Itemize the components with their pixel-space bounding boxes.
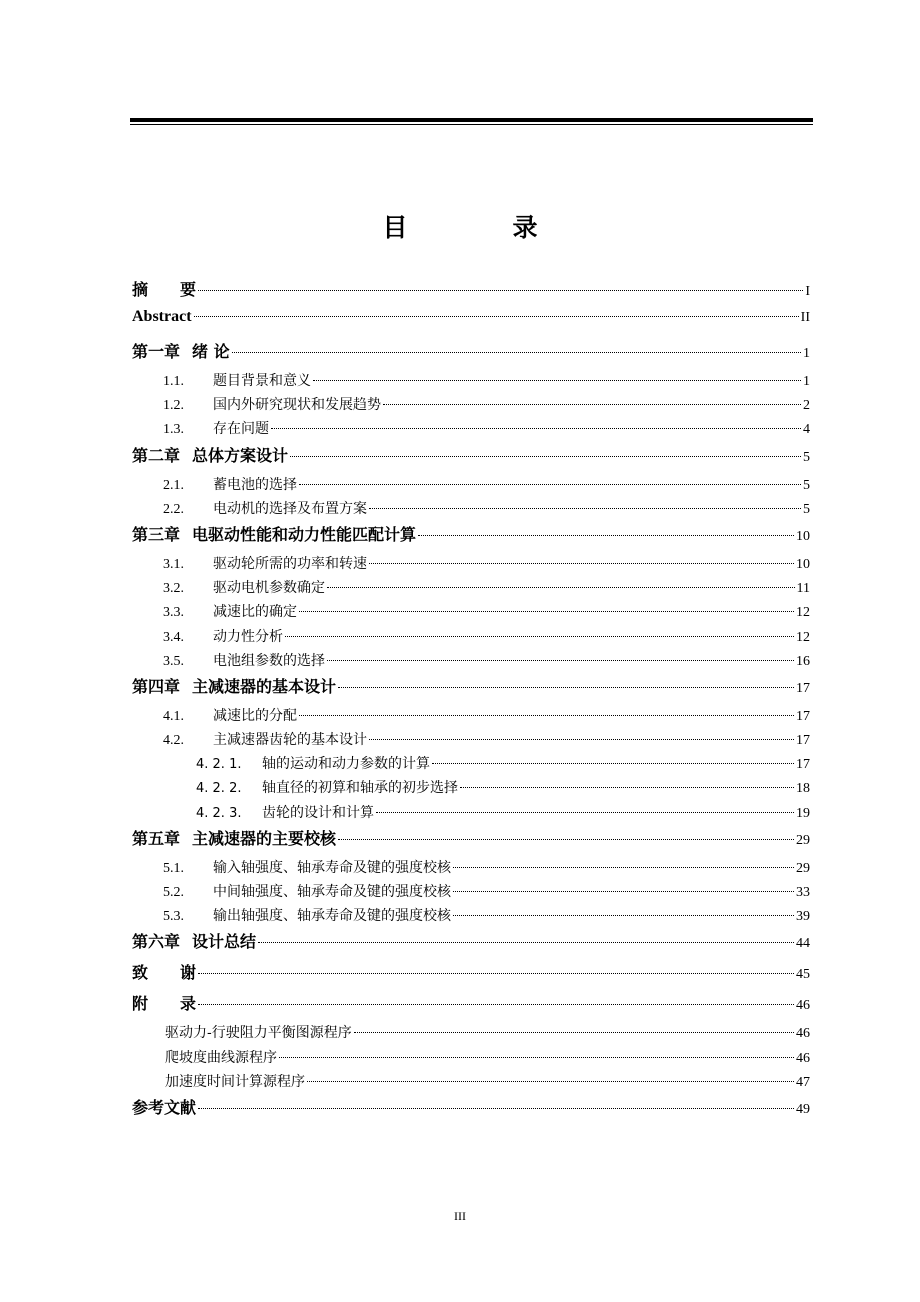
leader-dots: [194, 316, 799, 317]
toc-entry-chapter-3[interactable]: [132, 522, 810, 553]
toc-entry-label: 齿轮的设计和计算: [262, 804, 374, 821]
toc-entry-page: 45: [796, 967, 810, 983]
leader-dots: [313, 380, 801, 381]
toc-entry-label: Abstract: [132, 308, 192, 325]
toc-entry-page: 17: [796, 757, 810, 773]
toc-entry-page: 12: [796, 629, 810, 645]
toc-entry-page: 49: [796, 1101, 810, 1117]
toc-entry-label: 附 录: [132, 994, 197, 1014]
toc-entry-appendix-item[interactable]: [132, 1071, 810, 1095]
leader-dots: [299, 611, 794, 612]
toc-entry-label: 主减速器的基本设计: [192, 676, 337, 696]
page-title: 目 录: [382, 213, 578, 242]
toc-entry-section[interactable]: [132, 881, 810, 905]
leader-dots: [460, 787, 794, 788]
toc-entry-page: II: [800, 310, 810, 325]
leader-dots: [290, 456, 801, 457]
toc-entry-page: 1: [803, 374, 810, 389]
toc-entry-page: 11: [796, 581, 810, 597]
toc-entry-number: 1.2.: [163, 398, 184, 414]
toc-entry-page: 18: [796, 781, 810, 797]
leader-dots: [432, 763, 794, 764]
toc-entry-subsection[interactable]: [132, 802, 810, 826]
toc-entry-section[interactable]: [132, 626, 810, 650]
toc-entry-page: 1: [803, 346, 810, 361]
leader-dots: [383, 404, 801, 405]
toc-entry-page: 5: [803, 477, 810, 493]
leader-dots: [232, 352, 801, 353]
toc-entry-appendix-item[interactable]: [132, 1022, 810, 1046]
toc-entry-label: 中间轴强度、轴承寿命及键的强度校核: [213, 884, 451, 900]
leader-dots: [258, 942, 794, 943]
toc-entry-section[interactable]: [132, 498, 810, 522]
leader-dots: [453, 867, 794, 868]
leader-dots: [279, 1057, 794, 1058]
toc-entry-references[interactable]: [132, 1095, 810, 1126]
toc-entry-label: 摘 要: [132, 280, 197, 299]
leader-dots: [418, 535, 794, 536]
toc-entry-page: 44: [796, 936, 810, 952]
leader-dots: [285, 636, 794, 637]
toc-entry-label: 减速比的分配: [213, 707, 297, 724]
toc-entry-label: 参考文献: [132, 1097, 197, 1117]
toc-entry-page: 46: [796, 1050, 810, 1066]
toc-entry-section[interactable]: [132, 418, 810, 442]
toc-entry-acknowledgements[interactable]: [132, 960, 810, 991]
header-rule-thin: [130, 124, 813, 125]
toc-entry-label: 输入轴强度、轴承寿命及键的强度校核: [213, 859, 451, 876]
toc-entry-number: 4. 2. 1.: [196, 757, 242, 773]
toc-entry-number: 2.2.: [163, 501, 184, 517]
toc-entry-subsection[interactable]: [132, 777, 810, 801]
toc-entry-section[interactable]: [132, 705, 810, 729]
toc-entry-page: 17: [796, 708, 810, 724]
toc-entry-page: 4: [803, 422, 810, 438]
leader-dots: [369, 508, 801, 509]
leader-dots: [453, 915, 794, 916]
toc-entry-page: 39: [796, 909, 810, 925]
toc-entry-number: 第一章: [132, 342, 181, 361]
table-of-contents: [132, 277, 810, 1126]
toc-entry-page: 2: [803, 398, 810, 414]
leader-dots: [369, 563, 794, 564]
toc-entry-page: 17: [796, 680, 810, 696]
toc-entry-section[interactable]: [132, 394, 810, 418]
toc-entry-label: 动力性分析: [213, 628, 283, 645]
toc-entry-label: 蓄电池的选择: [213, 476, 297, 493]
toc-entry-label: 主减速器的主要校核: [192, 828, 337, 848]
toc-entry-label: 加速度时间计算源程序: [165, 1073, 305, 1090]
toc-entry-label: 主减速器齿轮的基本设计: [213, 732, 367, 749]
leader-dots: [307, 1081, 794, 1082]
toc-entry-number: 第四章: [132, 676, 181, 696]
toc-entry-label: 国内外研究现状和发展趋势: [213, 397, 381, 414]
toc-entry-page: 29: [796, 860, 810, 876]
toc-entry-page: 17: [796, 733, 810, 749]
toc-entry-label: 总体方案设计: [192, 445, 289, 465]
leader-dots: [369, 739, 794, 740]
toc-entry-section[interactable]: [132, 474, 810, 498]
toc-entry-number: 第三章: [132, 524, 181, 544]
toc-entry-label: 驱动电机参数确定: [213, 580, 325, 597]
toc-entry-section[interactable]: [132, 553, 810, 577]
toc-entry-section[interactable]: [132, 370, 810, 394]
leader-dots: [327, 660, 794, 661]
toc-entry-number: 1.1.: [163, 374, 184, 389]
toc-entry-label: 减速比的确定: [213, 604, 297, 621]
toc-entry-abstract-en[interactable]: [132, 308, 810, 339]
leader-dots: [354, 1032, 794, 1033]
toc-entry-section[interactable]: [132, 857, 810, 881]
toc-entry-number: 第五章: [132, 828, 181, 848]
toc-entry-number: 4.2.: [163, 733, 184, 749]
toc-entry-chapter-5[interactable]: [132, 826, 810, 857]
toc-entry-page: 46: [796, 998, 810, 1014]
leader-dots: [376, 812, 794, 813]
leader-dots: [338, 839, 794, 840]
toc-entry-label: 输出轴强度、轴承寿命及键的强度校核: [213, 908, 451, 925]
toc-entry-page: 10: [796, 528, 810, 544]
toc-entry-label: 驱动轮所需的功率和转速: [213, 555, 367, 572]
toc-entry-number: 第二章: [132, 445, 181, 465]
leader-dots: [198, 1004, 794, 1005]
toc-entry-label: 爬坡度曲线源程序: [165, 1049, 277, 1066]
toc-entry-label: 存在问题: [213, 421, 269, 438]
toc-entry-number: 5.3.: [163, 909, 184, 925]
header-rule-thick: [130, 118, 813, 122]
toc-entry-label: 电驱动性能和动力性能匹配计算: [192, 524, 417, 544]
toc-entry-page: 19: [796, 805, 810, 821]
toc-entry-chapter-6[interactable]: [132, 929, 810, 960]
toc-entry-number: 3.4.: [163, 629, 184, 645]
toc-entry-number: 4. 2. 3.: [196, 805, 242, 821]
toc-entry-number: 2.1.: [163, 477, 184, 493]
leader-dots: [453, 891, 794, 892]
toc-entry-number: 第六章: [132, 932, 181, 952]
toc-entry-chapter-1[interactable]: [132, 339, 810, 370]
toc-entry-label: 轴的运动和动力参数的计算: [262, 756, 430, 773]
toc-entry-appendix[interactable]: [132, 991, 810, 1022]
toc-entry-label: 设计总结: [192, 932, 257, 952]
toc-entry-number: 3.5.: [163, 653, 184, 669]
toc-entry-number: 3.3.: [163, 605, 184, 621]
toc-entry-section[interactable]: [132, 650, 810, 674]
toc-entry-number: 3.2.: [163, 581, 184, 597]
toc-entry-number: 4.1.: [163, 708, 184, 724]
leader-dots: [198, 1108, 794, 1109]
toc-entry-page: 16: [796, 653, 810, 669]
toc-entry-subsection[interactable]: [132, 753, 810, 777]
toc-entry-label: 致 谢: [132, 963, 197, 983]
leader-dots: [299, 715, 794, 716]
toc-entry-section[interactable]: [132, 601, 810, 625]
toc-entry-number: 5.1.: [163, 860, 184, 876]
toc-entry-appendix-item[interactable]: [132, 1047, 810, 1071]
toc-entry-page: 5: [803, 449, 810, 465]
toc-entry-page: 33: [796, 885, 810, 900]
toc-entry-label: 轴直径的初算和轴承的初步选择: [262, 780, 458, 797]
toc-entry-page: 47: [796, 1074, 810, 1090]
toc-entry-page: 5: [803, 501, 810, 517]
leader-dots: [338, 687, 794, 688]
toc-entry-number: 4. 2. 2.: [196, 781, 242, 797]
toc-entry-label: 题目背景和意义: [213, 373, 311, 389]
toc-entry-page: 12: [796, 605, 810, 621]
page-number: III: [454, 1209, 466, 1223]
toc-entry-abstract-cn[interactable]: [132, 277, 810, 308]
toc-entry-chapter-2[interactable]: [132, 443, 810, 474]
toc-entry-label: 驱动力-行驶阻力平衡图源程序: [165, 1025, 352, 1042]
leader-dots: [271, 428, 801, 429]
leader-dots: [299, 484, 801, 485]
toc-entry-number: 1.3.: [163, 422, 184, 438]
leader-dots: [198, 290, 803, 291]
toc-entry-section[interactable]: [132, 577, 810, 601]
toc-entry-page: 46: [796, 1026, 810, 1042]
toc-entry-label: 电池组参数的选择: [213, 652, 325, 669]
toc-entry-number: 3.1.: [163, 556, 184, 572]
toc-entry-section[interactable]: [132, 729, 810, 753]
leader-dots: [198, 973, 794, 974]
toc-entry-label: 绪 论: [192, 342, 230, 361]
toc-entry-page: 10: [796, 556, 810, 572]
toc-entry-chapter-4[interactable]: [132, 674, 810, 705]
leader-dots: [327, 587, 795, 588]
toc-entry-number: 5.2.: [163, 885, 184, 900]
toc-entry-page: I: [805, 284, 810, 299]
toc-entry-section[interactable]: [132, 905, 810, 929]
toc-entry-page: 29: [796, 832, 810, 848]
toc-entry-label: 电动机的选择及布置方案: [213, 500, 367, 517]
